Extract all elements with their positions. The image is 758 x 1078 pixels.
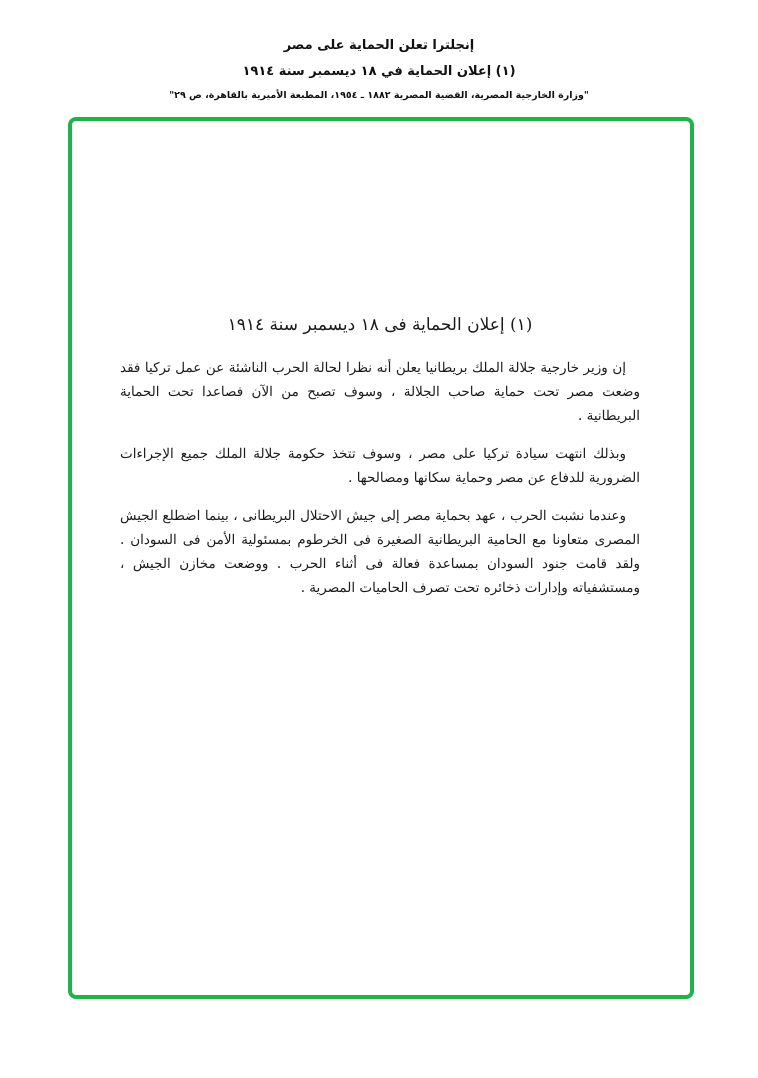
header-title: إنجلترا تعلن الحماية على مصر — [283, 38, 475, 53]
document-paragraph-2: وبذلك انتهت سيادة تركيا على مصر ، وسوف تتخذ حكومة جلالة الملك جميع الإجراءات الضرورية للدفاع عن مصر وحماية سكانها ومصالحها . — [120, 446, 640, 486]
scanned-document — [120, 310, 640, 614]
document-paragraph-3: وعندما نشبت الحرب ، عهد بحماية مصر إلى جيش الاحتلال البريطانى ، بينما اضطلع الجيش المصرى متعاونا مع الحامية البريطانية الصغيرة فى الخرطوم بمسئولية الأمن فى السودان . ولقد قامت جنود السودان بمساعدة فعالة فى أثناء الحرب . ووضعت مخازن الجيش ، ومستشفياته وإدارات ذخائره تحت تصرف الحاميات المصرية . — [120, 508, 640, 596]
document-paragraph-1: إن وزير خارجية جلالة الملك بريطانيا يعلن أنه نظرا لحالة الحرب الناشئة عن عمل تركيا فقد وضعت مصر تحت حماية صاحب الجلالة ، وسوف تصبح من الآن فصاعدا تحت الحماية البريطانية . — [120, 360, 640, 424]
header-subtitle: (١) إعلان الحماية في ١٨ ديسمبر سنة ١٩١٤ — [242, 64, 516, 79]
document-title: (١) إعلان الحماية فى ١٨ ديسمبر سنة ١٩١٤ — [227, 315, 533, 335]
header-source-citation: "وزارة الخارجية المصرية، القضية المصرية ١٨٨٢ ـ ١٩٥٤، المطبعة الأميرية بالقاهرة، ص ٢٩" — [169, 90, 589, 101]
